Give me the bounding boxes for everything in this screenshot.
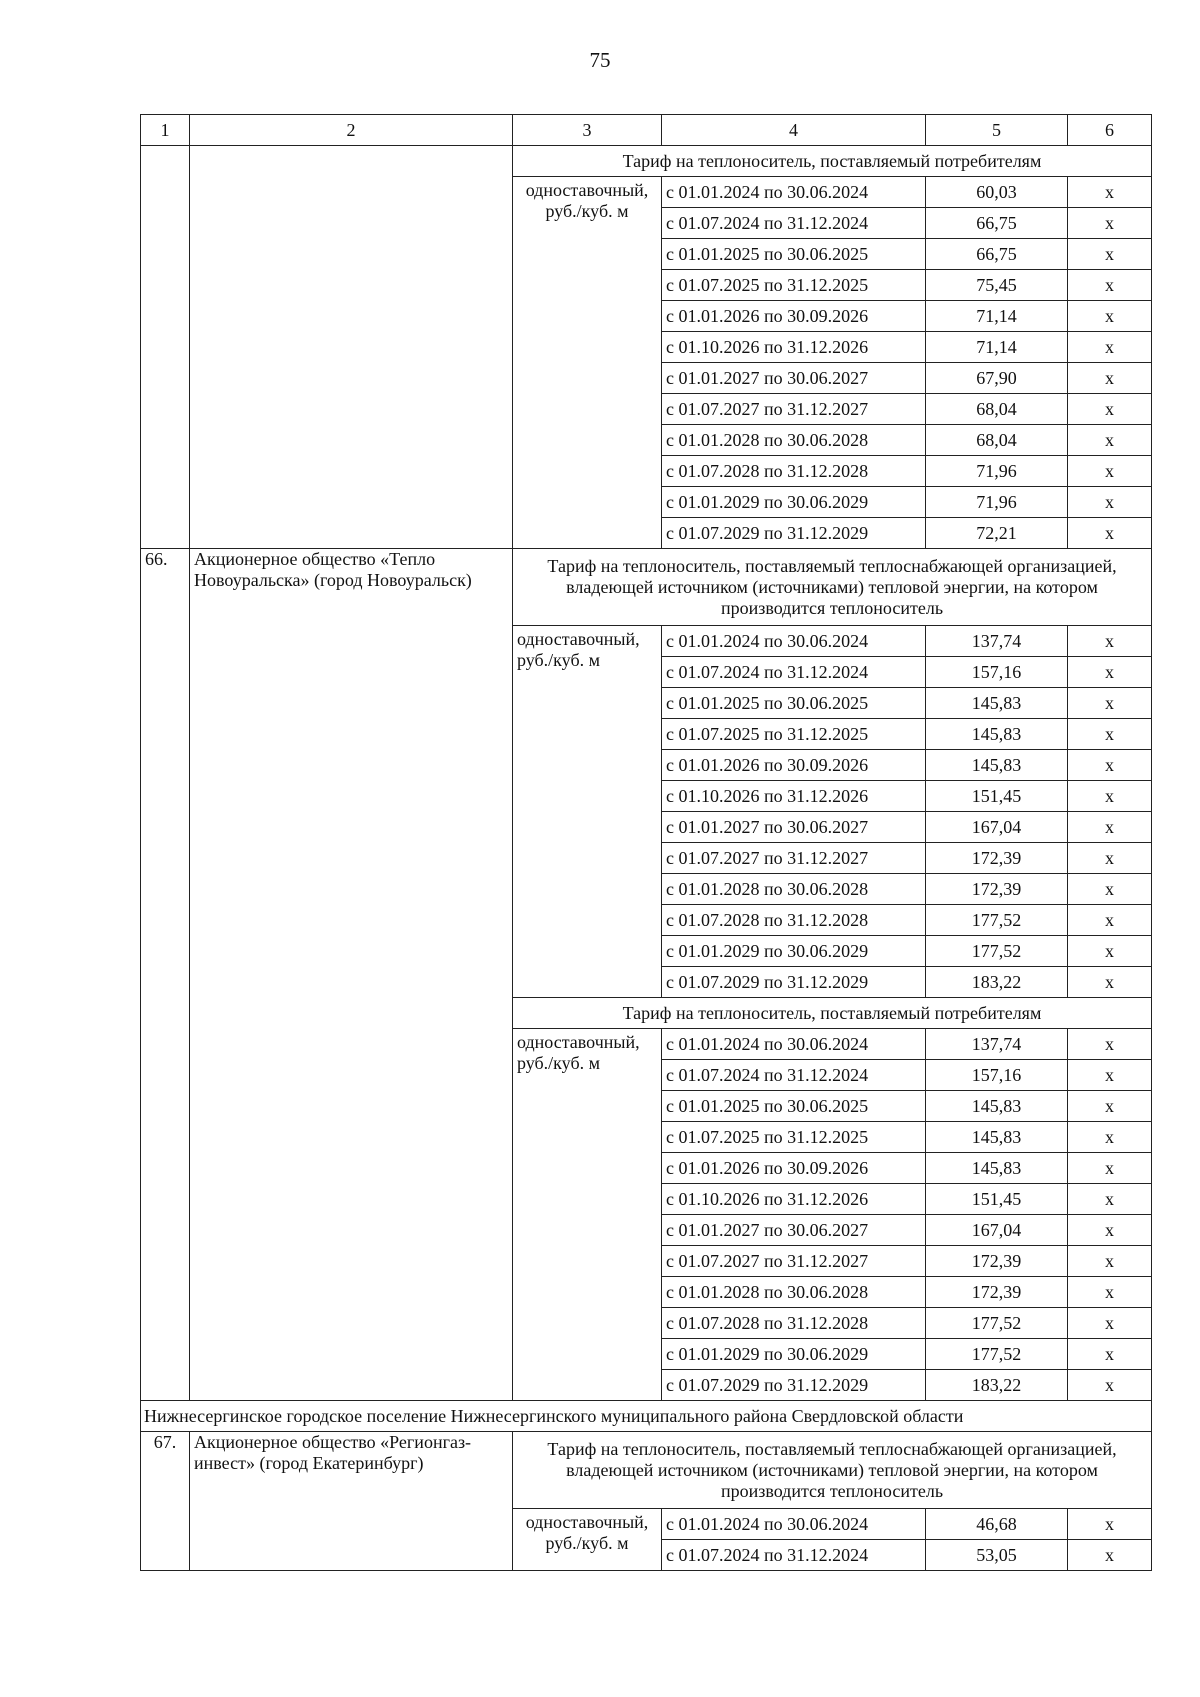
- tariff-period: с 01.01.2029 по 30.06.2029: [662, 487, 926, 518]
- tariff-mark: x: [1068, 270, 1152, 301]
- org-number: 67.: [141, 1432, 190, 1571]
- tariff-mark: x: [1068, 332, 1152, 363]
- tariff-period: с 01.01.2027 по 30.06.2027: [662, 812, 926, 843]
- tariff-value: 157,16: [926, 1060, 1068, 1091]
- tariff-value: 177,52: [926, 905, 1068, 936]
- org-name: Акционерное общество «Тепло Новоуральска» (город Новоуральск): [190, 549, 513, 1401]
- tariff-mark: x: [1068, 781, 1152, 812]
- tariff-mark: x: [1068, 1060, 1152, 1091]
- tariff-mark: x: [1068, 456, 1152, 487]
- tariff-period: с 01.07.2028 по 31.12.2028: [662, 905, 926, 936]
- block-title: Тариф на теплоноситель, поставляемый теплоснабжающей организацией, владеющей источником (источниками) тепловой энергии, на котором производится теплоноситель: [513, 1432, 1152, 1509]
- tariff-mark: x: [1068, 208, 1152, 239]
- tariff-value: 145,83: [926, 719, 1068, 750]
- tariff-value: 157,16: [926, 657, 1068, 688]
- tariff-value: 145,83: [926, 688, 1068, 719]
- empty-num-cell: [141, 146, 190, 549]
- block-title-row: [141, 146, 1152, 177]
- tariff-value: 71,96: [926, 487, 1068, 518]
- tariff-period: с 01.07.2028 по 31.12.2028: [662, 456, 926, 487]
- block-title: Тариф на теплоноситель, поставляемый теплоснабжающей организацией, владеющей источником (источниками) тепловой энергии, на котором производится теплоноситель: [513, 549, 1152, 626]
- block-title-row: [141, 1432, 1152, 1509]
- tariff-unit: одноставочный, руб./куб. м: [513, 177, 662, 549]
- tariff-period: с 01.01.2028 по 30.06.2028: [662, 425, 926, 456]
- tariff-value: 46,68: [926, 1509, 1068, 1540]
- tariff-mark: x: [1068, 874, 1152, 905]
- region-heading: Нижнесергинское городское поселение Нижнесергинского муниципального района Свердловской области: [141, 1401, 1152, 1432]
- tariff-period: с 01.10.2026 по 31.12.2026: [662, 332, 926, 363]
- tariff-value: 167,04: [926, 1215, 1068, 1246]
- tariff-value: 177,52: [926, 936, 1068, 967]
- tariff-period: с 01.01.2024 по 30.06.2024: [662, 1509, 926, 1540]
- tariff-mark: x: [1068, 1308, 1152, 1339]
- tariff-period: с 01.01.2026 по 30.09.2026: [662, 750, 926, 781]
- tariff-value: 67,90: [926, 363, 1068, 394]
- tariff-mark: x: [1068, 487, 1152, 518]
- tariff-value: 137,74: [926, 626, 1068, 657]
- tariff-unit: одноставочный, руб./куб. м: [513, 1509, 662, 1571]
- tariff-mark: x: [1068, 812, 1152, 843]
- empty-org-cell: [190, 146, 513, 549]
- tariff-value: 71,14: [926, 301, 1068, 332]
- tariff-mark: x: [1068, 239, 1152, 270]
- tariff-period: с 01.01.2024 по 30.06.2024: [662, 177, 926, 208]
- tariff-value: 151,45: [926, 781, 1068, 812]
- tariff-value: 172,39: [926, 843, 1068, 874]
- tariff-value: 137,74: [926, 1029, 1068, 1060]
- tariff-value: 66,75: [926, 239, 1068, 270]
- tariff-period: с 01.01.2028 по 30.06.2028: [662, 874, 926, 905]
- tariff-mark: x: [1068, 518, 1152, 549]
- tariff-period: с 01.07.2029 по 31.12.2029: [662, 1370, 926, 1401]
- col-header-1: 1: [141, 115, 190, 146]
- tariff-value: 145,83: [926, 1122, 1068, 1153]
- tariff-period: с 01.07.2024 по 31.12.2024: [662, 657, 926, 688]
- col-header-4: 4: [662, 115, 926, 146]
- tariff-mark: x: [1068, 1091, 1152, 1122]
- tariff-mark: x: [1068, 905, 1152, 936]
- tariff-mark: x: [1068, 719, 1152, 750]
- tariff-value: 145,83: [926, 750, 1068, 781]
- tariff-value: 151,45: [926, 1184, 1068, 1215]
- tariff-unit: одноставочный, руб./куб. м: [513, 1029, 662, 1401]
- tariff-value: 68,04: [926, 425, 1068, 456]
- tariff-mark: x: [1068, 1122, 1152, 1153]
- tariff-value: 71,14: [926, 332, 1068, 363]
- tariff-mark: x: [1068, 843, 1152, 874]
- col-header-5: 5: [926, 115, 1068, 146]
- tariff-period: с 01.01.2024 по 30.06.2024: [662, 1029, 926, 1060]
- tariff-value: 177,52: [926, 1339, 1068, 1370]
- tariff-period: с 01.01.2024 по 30.06.2024: [662, 626, 926, 657]
- tariff-period: с 01.07.2024 по 31.12.2024: [662, 1540, 926, 1571]
- tariff-period: с 01.01.2027 по 30.06.2027: [662, 1215, 926, 1246]
- block-title-row: [141, 549, 1152, 626]
- tariff-mark: x: [1068, 363, 1152, 394]
- tariff-period: с 01.07.2025 по 31.12.2025: [662, 270, 926, 301]
- region-row: [141, 1401, 1152, 1432]
- tariff-mark: x: [1068, 1509, 1152, 1540]
- tariff-period: с 01.07.2027 по 31.12.2027: [662, 1246, 926, 1277]
- tariff-value: 172,39: [926, 1277, 1068, 1308]
- tariff-period: с 01.10.2026 по 31.12.2026: [662, 781, 926, 812]
- tariff-mark: x: [1068, 1370, 1152, 1401]
- tariff-value: 68,04: [926, 394, 1068, 425]
- tariff-value: 60,03: [926, 177, 1068, 208]
- tariff-period: с 01.07.2029 по 31.12.2029: [662, 518, 926, 549]
- tariff-mark: x: [1068, 936, 1152, 967]
- tariff-period: с 01.07.2025 по 31.12.2025: [662, 1122, 926, 1153]
- tariff-period: с 01.01.2029 по 30.06.2029: [662, 1339, 926, 1370]
- tariff-mark: x: [1068, 1184, 1152, 1215]
- page-number: 75: [589, 48, 611, 72]
- tariff-period: с 01.01.2029 по 30.06.2029: [662, 936, 926, 967]
- tariff-period: с 01.07.2024 по 31.12.2024: [662, 1060, 926, 1091]
- tariff-mark: x: [1068, 1215, 1152, 1246]
- tariff-mark: x: [1068, 750, 1152, 781]
- tariff-period: с 01.07.2028 по 31.12.2028: [662, 1308, 926, 1339]
- tariff-table: [140, 114, 1152, 1571]
- tariff-period: с 01.01.2026 по 30.09.2026: [662, 301, 926, 332]
- tariff-period: с 01.01.2025 по 30.06.2025: [662, 688, 926, 719]
- tariff-mark: x: [1068, 688, 1152, 719]
- tariff-value: 177,52: [926, 1308, 1068, 1339]
- tariff-value: 71,96: [926, 456, 1068, 487]
- tariff-mark: x: [1068, 1246, 1152, 1277]
- tariff-value: 53,05: [926, 1540, 1068, 1571]
- col-header-6: 6: [1068, 115, 1152, 146]
- tariff-value: 75,45: [926, 270, 1068, 301]
- tariff-value: 172,39: [926, 874, 1068, 905]
- tariff-value: 145,83: [926, 1153, 1068, 1184]
- org-number: 66.: [141, 549, 190, 1401]
- org-name: Акционерное общество «Регионгаз-инвест» (город Екатеринбург): [190, 1432, 513, 1571]
- tariff-mark: x: [1068, 657, 1152, 688]
- tariff-value: 183,22: [926, 967, 1068, 998]
- tariff-mark: x: [1068, 1029, 1152, 1060]
- tariff-mark: x: [1068, 425, 1152, 456]
- tariff-period: с 01.07.2024 по 31.12.2024: [662, 208, 926, 239]
- tariff-mark: x: [1068, 1153, 1152, 1184]
- block-title: Тариф на теплоноситель, поставляемый потребителям: [513, 146, 1152, 177]
- tariff-period: с 01.10.2026 по 31.12.2026: [662, 1184, 926, 1215]
- tariff-period: с 01.01.2027 по 30.06.2027: [662, 363, 926, 394]
- tariff-period: с 01.01.2026 по 30.09.2026: [662, 1153, 926, 1184]
- tariff-mark: x: [1068, 967, 1152, 998]
- col-header-2: 2: [190, 115, 513, 146]
- tariff-unit: одноставочный, руб./куб. м: [513, 626, 662, 998]
- tariff-period: с 01.01.2025 по 30.06.2025: [662, 1091, 926, 1122]
- tariff-value: 172,39: [926, 1246, 1068, 1277]
- tariff-mark: x: [1068, 626, 1152, 657]
- tariff-table-body: [141, 115, 1152, 1571]
- tariff-value: 145,83: [926, 1091, 1068, 1122]
- tariff-value: 66,75: [926, 208, 1068, 239]
- tariff-mark: x: [1068, 301, 1152, 332]
- tariff-mark: x: [1068, 394, 1152, 425]
- tariff-period: с 01.01.2025 по 30.06.2025: [662, 239, 926, 270]
- column-numbers-row: [141, 115, 1152, 146]
- tariff-period: с 01.07.2025 по 31.12.2025: [662, 719, 926, 750]
- tariff-mark: x: [1068, 177, 1152, 208]
- tariff-value: 167,04: [926, 812, 1068, 843]
- block-title: Тариф на теплоноситель, поставляемый потребителям: [513, 998, 1152, 1029]
- tariff-period: с 01.01.2028 по 30.06.2028: [662, 1277, 926, 1308]
- tariff-value: 72,21: [926, 518, 1068, 549]
- tariff-mark: x: [1068, 1339, 1152, 1370]
- tariff-mark: x: [1068, 1277, 1152, 1308]
- tariff-mark: x: [1068, 1540, 1152, 1571]
- tariff-value: 183,22: [926, 1370, 1068, 1401]
- tariff-period: с 01.07.2027 по 31.12.2027: [662, 843, 926, 874]
- col-header-3: 3: [513, 115, 662, 146]
- tariff-period: с 01.07.2027 по 31.12.2027: [662, 394, 926, 425]
- tariff-period: с 01.07.2029 по 31.12.2029: [662, 967, 926, 998]
